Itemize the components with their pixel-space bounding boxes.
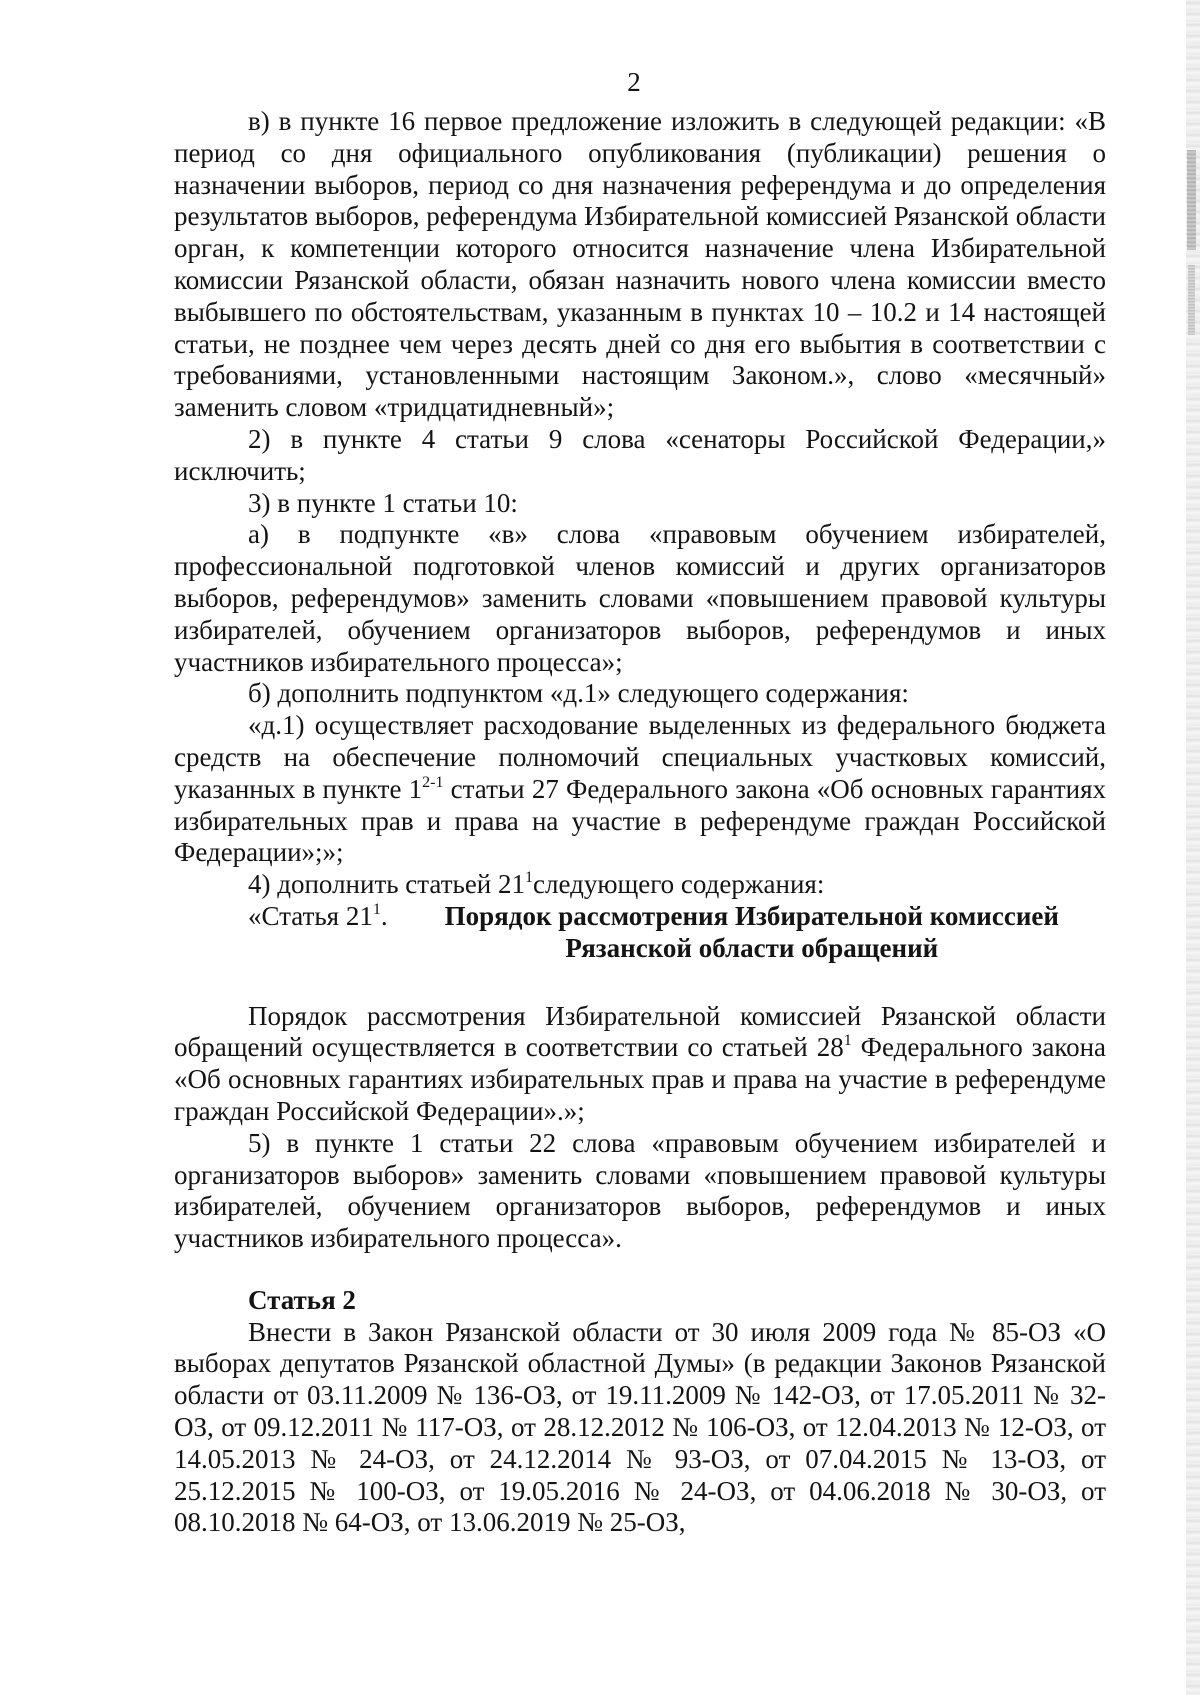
scan-mark [1187, 150, 1196, 250]
scan-mark-secondary [1188, 265, 1195, 335]
paragraph-5: б) дополнить подпунктом «д.1» следующего содержания: [248, 678, 909, 709]
paragraph-6 [174, 710, 1106, 869]
article-21-1-label [248, 901, 398, 965]
paragraph-8-text-b: Федерального закона «Об основных гарантиях избирательных прав и права на участие в референдуме граждан Российской Федерации».»; [174, 1032, 1106, 1126]
paragraph-6-text-a: «д.1) осуществляет расходование выделенных из федерального бюджета средств на обеспечение полномочий специальных участковых комиссий, указанных в пункте 1 [174, 710, 1106, 804]
paragraph-4: а) в подпункте «в» слова «правовым обучением избирателей, профессиональной подготовкой членов комиссий и других организаторов выборов, референдумов» заменить словами «повышением правовой культуры избирателей, обучением организаторов выборов, референдумов и иных участников избирательного процесса»; [174, 519, 1106, 677]
paragraph-3: 3) в пункте 1 статьи 10: [248, 487, 518, 518]
article-label-text-b: . [380, 900, 388, 931]
article-label-text-a: «Статья 21 [248, 900, 373, 931]
paragraph-10: Внести в Закон Рязанской области от 30 июля 2009 года № 85-ОЗ «О выборах депутатов Рязанской областной Думы» (в редакции Законов Рязанской области от 03.11.2009 № 136-ОЗ, от 19.11.2009 № 142-ОЗ, от 17.05.2011 № 32-ОЗ, от 09.12.2011 № 117-ОЗ, от 28.12.2012 № 106-ОЗ, от 12.04.2013 № 12-ОЗ, от 14.05.2013 № 24-ОЗ, от 24.12.2014 № 93-ОЗ, от 07.04.2015 № 13-ОЗ, от 25.12.2015 № 100-ОЗ, от 19.05.2016 № 24-ОЗ, от 04.06.2018 № 30-ОЗ, от 08.10.2018 № 64-ОЗ, от 13.06.2019 № 25-ОЗ, [174, 1316, 1106, 1538]
scan-edge-artifact [1186, 0, 1200, 1695]
paragraph-8-text-a: Порядок рассмотрения Избирательной комиссией Рязанской области обращений осуществляется в соответствии со статьей 28 [174, 1000, 1106, 1063]
article-2-heading: Статья 2 [248, 1284, 356, 1315]
superscript: 1 [525, 869, 534, 887]
article-21-1-heading [174, 901, 1106, 965]
article-21-1-title: Порядок рассмотрения Избирательной комиссией Рязанской области обращений [444, 900, 1059, 963]
superscript: 1 [372, 900, 381, 918]
spacer [174, 965, 1106, 1001]
superscript: 2-1 [422, 773, 444, 791]
superscript: 1 [843, 1032, 852, 1050]
paragraph-9: 5) в пункте 1 статьи 22 слова «правовым обучением избирателей и организаторов выборов» заменить словами «повышением правовой культуры избирателей, обучением организаторов выборов, референдумов и иных участников избирательного процесса». [174, 1127, 1106, 1254]
paragraph-6-text-b: статьи 27 Федерального закона «Об основных гарантиях избирательных прав и права на участие в референдуме граждан Российской Федерации»;»; [174, 773, 1106, 868]
paragraph-2: 2) в пункте 4 статьи 9 слова «сенаторы Российской Федерации,» исключить; [174, 423, 1106, 486]
paragraph-8 [174, 1001, 1106, 1128]
page-number: 2 [627, 67, 641, 97]
document-body [174, 106, 1106, 1539]
paragraph-7-text-a: 4) дополнить статьей 21 [248, 869, 526, 900]
paragraph-7-text-b: следующего содержания: [533, 869, 825, 900]
paragraph-1: в) в пункте 16 первое предложение изложить в следующей редакции: «В период со дня официального опубликования (публикации) решения о назначении выборов, период со дня назначения референдума и до определения результатов выборов, референдума Избирательной комиссией Рязанской области орган, к компетенции которого относится назначение члена Избирательной комиссии Рязанской области, обязан назначить нового члена комиссии вместо выбывшего по обстоятельствам, указанным в пунктах 10 – 10.2 и 14 настоящей статьи, не позднее чем через десять дней со дня его выбытия в соответствии с требованиями, установленными настоящим Законом.», слово «месячный» заменить словом «тридцатидневный»; [174, 106, 1106, 423]
spacer [174, 1255, 1106, 1285]
paragraph-7 [174, 869, 1106, 901]
